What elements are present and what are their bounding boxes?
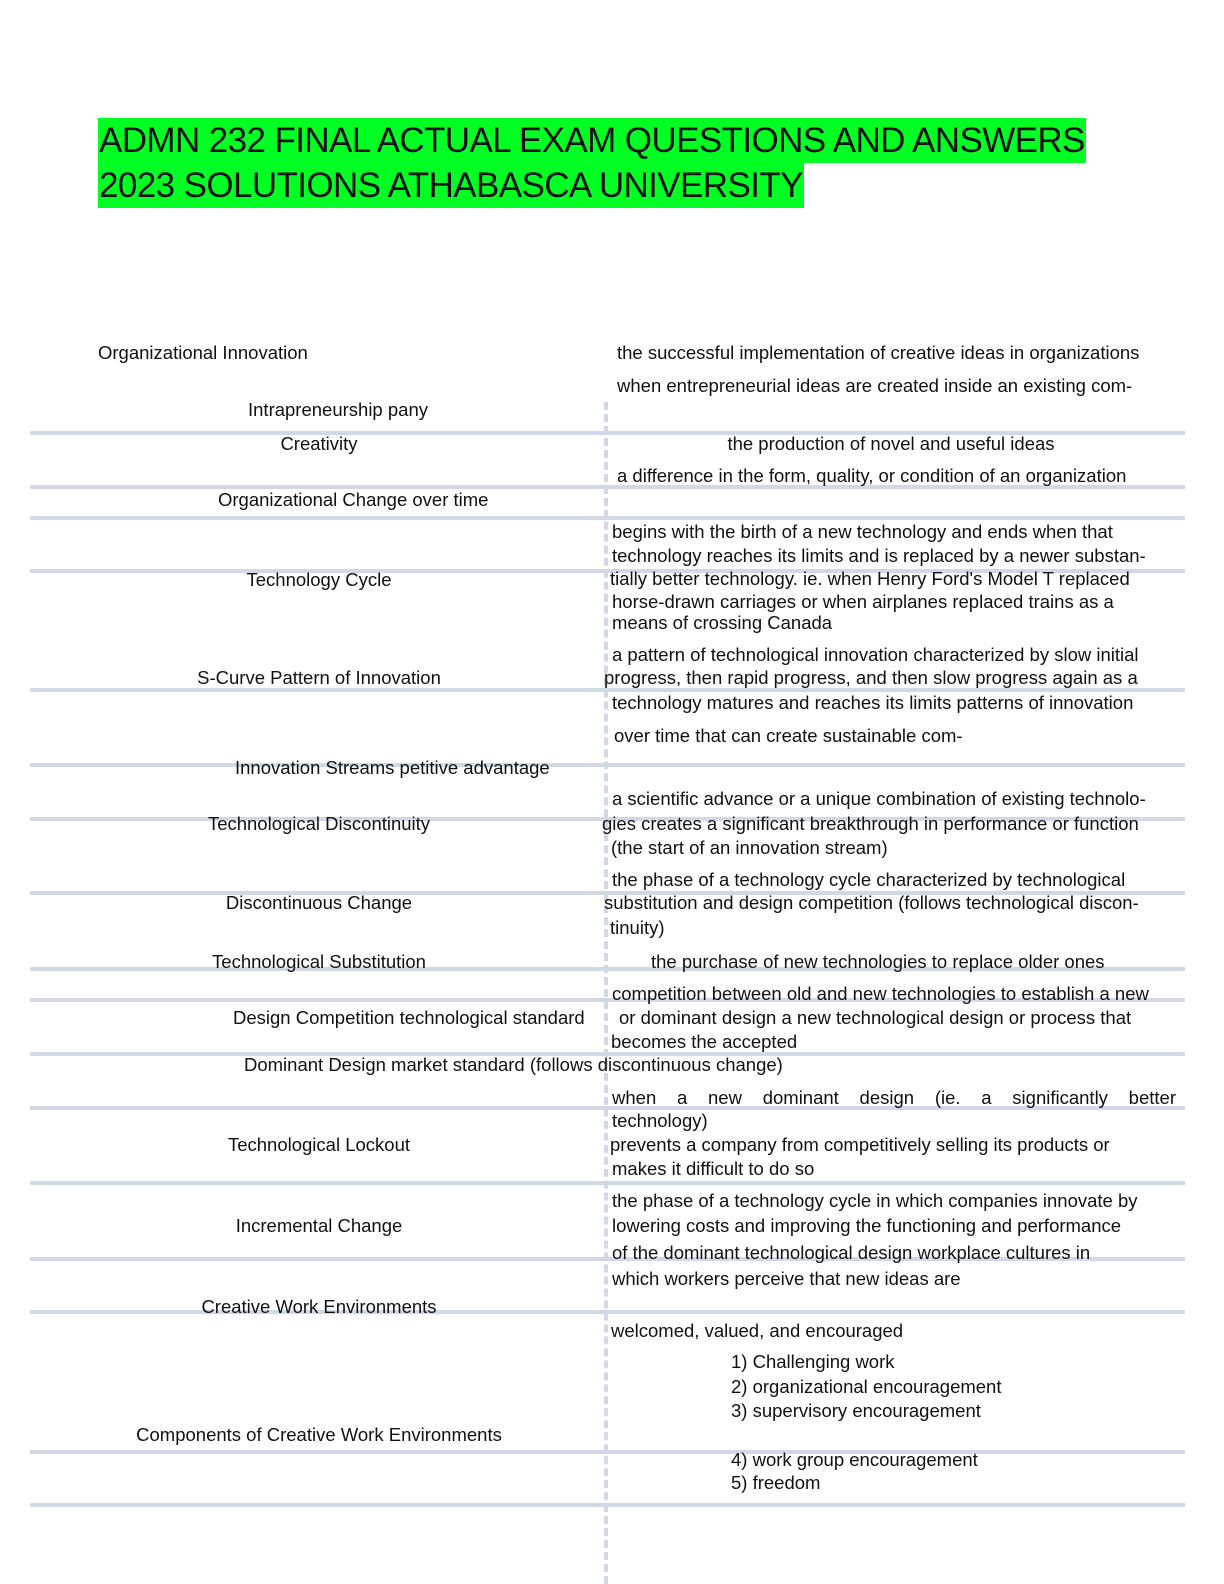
definition-s-curve-line: technology matures and reaches its limits patterns of innovation bbox=[612, 692, 1134, 713]
definition-s-curve-line: over time that can create sustainable com- bbox=[614, 725, 963, 746]
term-organizational-change: Organizational Change over time bbox=[218, 489, 489, 510]
definition-technological-discontinuity-line: (the start of an innovation stream) bbox=[611, 837, 888, 858]
definition-design-competition-end: becomes the accepted bbox=[611, 1031, 798, 1052]
definition-creativity: the production of novel and useful ideas bbox=[727, 433, 1055, 454]
definition-technological-discontinuity-line: gies creates a significant breakthrough in performance or function bbox=[602, 813, 1139, 834]
title-line-2: 2023 SOLUTIONS ATHABASCA UNIVERSITY bbox=[98, 163, 804, 208]
definition-technology-cycle-line: horse-drawn carriages or when airplanes replaced trains as a bbox=[612, 591, 1114, 612]
definition-technology-cycle-line: begins with the birth of a new technology and ends when that bbox=[612, 521, 1113, 542]
term-technological-discontinuity: Technological Discontinuity bbox=[207, 813, 431, 834]
definition-technological-lockout-line: technology) bbox=[612, 1110, 708, 1131]
row-rule bbox=[30, 1181, 1185, 1185]
definition-technological-lockout-line: makes it difficult to do so bbox=[612, 1158, 815, 1179]
definition-incremental-change-line: which workers perceive that new ideas are bbox=[612, 1268, 961, 1289]
term-organizational-innovation: Organizational Innovation bbox=[98, 342, 308, 363]
term-s-curve-pattern: S-Curve Pattern of Innovation bbox=[197, 667, 441, 688]
term-technological-substitution: Technological Substitution bbox=[212, 951, 426, 972]
definition-creative-work-environments: welcomed, valued, and encouraged bbox=[611, 1320, 904, 1341]
term-technological-lockout: Technological Lockout bbox=[227, 1134, 411, 1155]
component-list-item: 5) freedom bbox=[731, 1472, 821, 1493]
definition-design-competition: competition between old and new technologies to establish a new bbox=[612, 983, 1149, 1004]
term-creative-work-environments: Creative Work Environments bbox=[201, 1296, 437, 1317]
definition-discontinuous-change-line: substitution and design competition (follows technological discon- bbox=[604, 892, 1139, 913]
row-rule bbox=[30, 1503, 1185, 1507]
component-list-item: 4) work group encouragement bbox=[731, 1449, 978, 1470]
term-innovation-streams: Innovation Streams petitive advantage bbox=[235, 757, 550, 778]
term-components-creative-work: Components of Creative Work Environments bbox=[136, 1424, 502, 1445]
title-line-1: ADMN 232 FINAL ACTUAL EXAM QUESTIONS AND ANSWERS bbox=[98, 118, 1086, 163]
definition-s-curve-line: a pattern of technological innovation characterized by slow initial bbox=[612, 644, 1139, 665]
term-creativity: Creativity bbox=[280, 433, 358, 454]
term-intrapreneurship: Intrapreneurship pany bbox=[248, 399, 428, 420]
definition-technological-discontinuity-line: a scientific advance or a unique combination of existing technolo- bbox=[612, 788, 1146, 809]
definition-discontinuous-change-line: the phase of a technology cycle characterized by technological bbox=[612, 869, 1126, 890]
definition-technology-cycle-line: tially better technology. ie. when Henry Ford's Model T replaced bbox=[610, 568, 1130, 589]
term-dominant-design: Dominant Design market standard (follows discontinuous change) bbox=[244, 1054, 783, 1075]
definition-incremental-change-line: lowering costs and improving the functioning and performance bbox=[612, 1215, 1122, 1236]
term-design-competition: Design Competition technological standard bbox=[233, 1007, 585, 1028]
component-list-item: 1) Challenging work bbox=[731, 1351, 895, 1372]
component-list-item: 2) organizational encouragement bbox=[731, 1376, 1002, 1397]
definition-technological-lockout-line: prevents a company from competitively selling its products or bbox=[610, 1134, 1110, 1155]
definition-incremental-change-line: the phase of a technology cycle in which companies innovate by bbox=[612, 1190, 1138, 1211]
definition-technological-lockout-line: when a new dominant design (ie. a significantly better bbox=[612, 1087, 1176, 1108]
definition-organizational-innovation: the successful implementation of creative ideas in organizations bbox=[617, 342, 1140, 363]
term-incremental-change: Incremental Change bbox=[235, 1215, 403, 1236]
definition-technology-cycle-line: means of crossing Canada bbox=[612, 612, 833, 633]
definition-s-curve-line: progress, then rapid progress, and then slow progress again as a bbox=[604, 667, 1138, 688]
term-technology-cycle: Technology Cycle bbox=[246, 569, 392, 590]
term-discontinuous-change: Discontinuous Change bbox=[225, 892, 413, 913]
definition-organizational-change: a difference in the form, quality, or condition of an organization bbox=[617, 465, 1127, 486]
row-rule bbox=[30, 763, 1185, 767]
definition-intrapreneurship: when entrepreneurial ideas are created inside an existing com- bbox=[617, 375, 1133, 396]
definition-technology-cycle-line: technology reaches its limits and is replaced by a newer substan- bbox=[612, 545, 1146, 566]
definition-design-competition-cont: or dominant design a new technological design or process that bbox=[619, 1007, 1132, 1028]
document-title bbox=[98, 118, 1178, 208]
definition-technological-substitution: the purchase of new technologies to replace older ones bbox=[651, 951, 1105, 972]
definition-discontinuous-change-line: tinuity) bbox=[610, 917, 665, 938]
definition-incremental-change-line: of the dominant technological design workplace cultures in bbox=[612, 1242, 1091, 1263]
component-list-item: 3) supervisory encouragement bbox=[731, 1400, 981, 1421]
row-rule bbox=[30, 1450, 1185, 1454]
